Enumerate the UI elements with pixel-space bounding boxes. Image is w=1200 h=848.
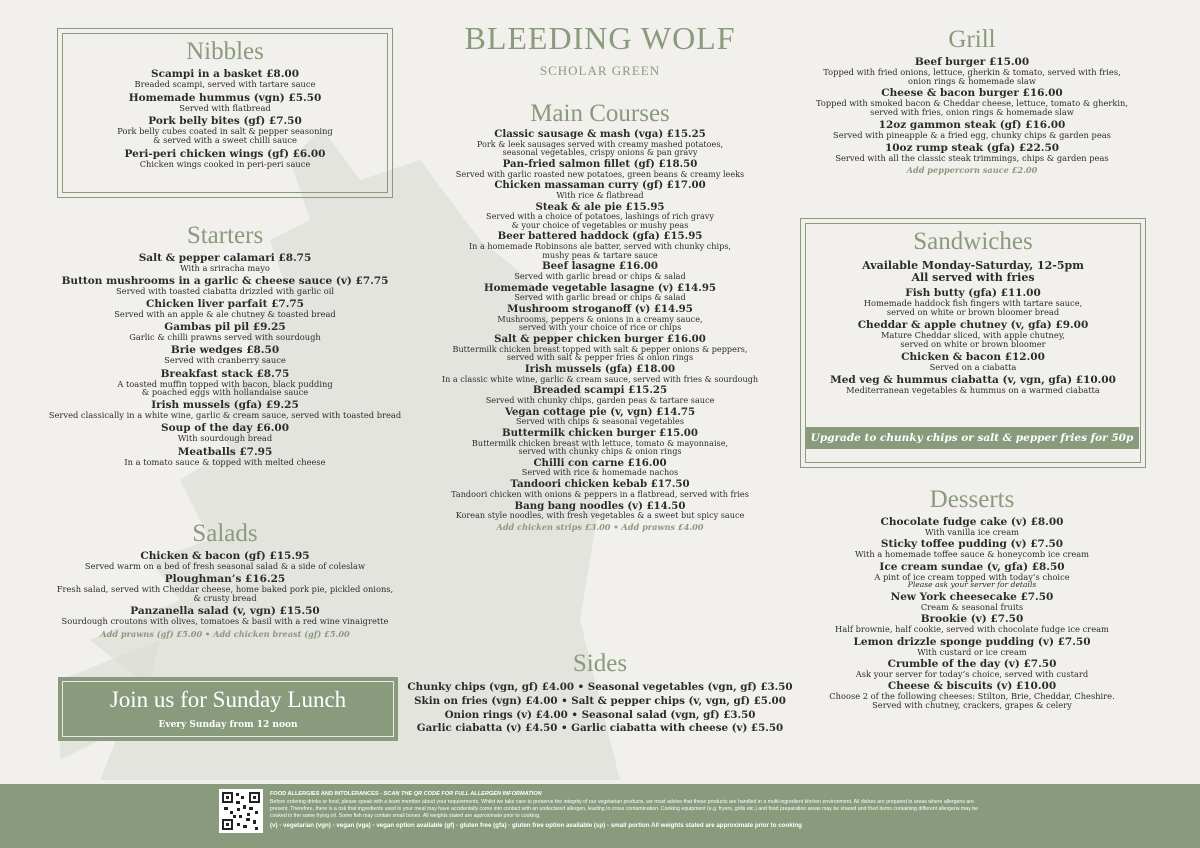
menu-item-name: Brie wedges £8.50 <box>170 344 280 357</box>
menu-item-description: Breaded scampi, served with tartare sauce <box>134 79 316 90</box>
menu-item-name: Bang bang noodles (v) £14.50 <box>514 499 686 512</box>
menu-item <box>806 375 1140 395</box>
menu-item-description: served on white or brown bloomer <box>900 338 1046 349</box>
menu-item-name: Chicken massaman curry (gf) £17.00 <box>494 179 706 192</box>
menu-item <box>60 69 390 89</box>
menu-item-description: Half brownie, half cookie, served with chocolate fudge ice cream <box>835 624 1109 635</box>
dietary-key: (v) - vegetarian (vgn) - vegan (vga) - vegan option available (gf) - gluten free (gfa) - gluten free option available (sp) - small portion All weights stated are approximate prior to cooking <box>270 821 802 829</box>
menu-item-description: Served on a ciabatta <box>929 361 1017 372</box>
menu-item-description: Mature Cheddar sliced, with apple chutney, <box>880 330 1066 341</box>
side-item-line: Chunky chips (vgn, gf) £4.00 • Seasonal vegetables (vgn, gf) £3.50 <box>407 681 793 693</box>
menu-item-name: Lemon drizzle sponge pudding (v) £7.50 <box>853 635 1091 648</box>
menu-item-description: Tandoori chicken with onions & peppers in a flatbread, served with fries <box>451 488 749 499</box>
menu-item-description: Buttermilk chicken breast with lettuce, tomato & mayonnaise, <box>471 437 729 448</box>
menu-item-name: Scampi in a basket £8.00 <box>150 68 299 80</box>
menu-item <box>20 423 430 443</box>
menu-item <box>420 283 780 302</box>
menu-item-description: seasonal vegetables, crispy onions & pan gravy <box>502 147 698 158</box>
menu-item-description: Chicken wings cooked in peri-peri sauce <box>139 158 311 169</box>
menu-item <box>20 345 430 365</box>
menu-item-name: Med veg & hummus ciabatta (v, vgn, gfa) £10.00 <box>830 374 1116 387</box>
menu-item <box>420 261 780 280</box>
menu-item-description: In a tomato sauce & topped with melted cheese <box>124 456 326 467</box>
menu-item <box>420 159 780 178</box>
sandwiches-banner <box>805 427 1139 449</box>
menu-item-description: In a homemade Robinsons ale batter, served with chunky chips, <box>468 241 732 252</box>
menu-item <box>420 364 780 383</box>
menu-item-description: onion rings & homemade slaw <box>908 75 1036 86</box>
menu-item-description: Served with a choice of potatoes, lashings of rich gravy <box>486 211 714 222</box>
menu-item-name: Cheddar & apple chutney (v, gfa) £9.00 <box>857 319 1089 332</box>
menu-item <box>800 659 1144 679</box>
salads-addons: Add prawns (gf) £5.00 • Add chicken breast (gf) £5.00 <box>100 629 350 640</box>
mains-title: Main Courses <box>530 100 670 127</box>
menu-item-description: Topped with smoked bacon & Cheddar cheese, lettuce, tomato & gherkin, <box>815 98 1129 109</box>
side-item-line: Onion rings (v) £4.00 • Seasonal salad (vgn, gf) £3.50 <box>444 708 756 721</box>
menu-item-description: served with fries, onion rings & homemade slaw <box>870 107 1074 118</box>
menu-item-name: Irish mussels (gfa) £18.00 <box>524 362 676 375</box>
menu-item-name: New York cheesecake £7.50 <box>890 590 1054 603</box>
menu-item-description: Served with flatbread <box>179 102 271 113</box>
menu-item <box>420 479 780 498</box>
menu-item-description: With rice & flatbread <box>556 189 644 200</box>
menu-item-description: Pork belly cubes coated in salt & pepper seasoning <box>117 126 333 137</box>
menu-item-description: Fresh salad, served with Cheddar cheese, home baked pork pie, pickled onions, <box>56 584 394 595</box>
menu-item <box>420 501 780 520</box>
sandwiches-banner-text: Upgrade to chunky chips or salt & pepper fries for 50p <box>810 432 1134 444</box>
menu-item-description: Garlic & chilli prawns served with sourdough <box>129 332 321 343</box>
menu-item-description: Served with garlic bread or chips & salad <box>514 271 686 282</box>
restaurant-location: SCHOLAR GREEN <box>539 63 661 78</box>
sunday-lunch-title: Join us for Sunday Lunch <box>109 687 347 712</box>
menu-item-description: Served with chips & seasonal vegetables <box>515 416 684 427</box>
starters-section <box>20 222 430 470</box>
menu-item-description: Served warm on a bed of fresh seasonal salad & a side of coleslaw <box>84 561 366 572</box>
menu-item <box>420 385 780 404</box>
menu-item-description: Served with garlic bread or chips & salad <box>514 292 686 303</box>
menu-item-name: 12oz gammon steak (gf) £16.00 <box>878 118 1066 131</box>
menu-item-name: Classic sausage & mash (vga) £15.25 <box>494 128 706 140</box>
salads-section <box>20 520 430 639</box>
side-item-line: Garlic ciabatta (v) £4.50 • Garlic ciabatta with cheese (v) £5.50 <box>416 722 784 735</box>
allergen-notice <box>270 791 990 830</box>
nibbles-section <box>60 38 390 173</box>
menu-item <box>20 400 430 420</box>
menu-item-description: served on white or brown bloomer bread <box>886 306 1060 317</box>
grill-addons: Add peppercorn sauce £2.00 <box>906 165 1038 176</box>
nibbles-title: Nibbles <box>186 38 264 65</box>
menu-item-name: Cheese & biscuits (v) £10.00 <box>887 680 1057 693</box>
menu-item-name: Chocolate fudge cake (v) £8.00 <box>880 516 1064 528</box>
menu-item <box>420 458 780 477</box>
menu-item-name: Gambas pil pil £9.25 <box>164 321 286 334</box>
menu-item-name: Salt & pepper chicken burger £16.00 <box>494 332 706 345</box>
allergen-qr-note: SCAN THE QR CODE FOR FULL ALLERGEN INFORMATION <box>383 791 542 797</box>
menu-item-name: Ice cream sundae (v, gfa) £8.50 <box>879 560 1065 573</box>
menu-item <box>60 116 390 144</box>
menu-item-name: Chicken & bacon £12.00 <box>901 350 1045 363</box>
salads-title: Salads <box>192 520 258 547</box>
menu-item-description: Served with an apple & ale chutney & toasted bread <box>114 309 336 320</box>
allergen-body: Before ordering drinks or food, please speak with a team member about your requirements. Whilst we take care to preserve the integrity of our vegetarian products, we must advise that these products are handled in a multi-ingredient kitchen environment. All dishes are prepared in areas where allergens are present. Therefore, there is a risk that ingredients used in your meal may have accidentally come into contact with an undeclared allergen, leading to cross contamination. Cooking equipment (e.g. fryers, grills etc.) and food preparation areas may be shared and fried items containing different allergens may be cooked in the same frying oil. Some fish may contain small bones. All weights stated are approximate prior to cooking. <box>270 798 978 819</box>
menu-item-name: Steak & ale pie £15.95 <box>535 200 665 213</box>
menu-item-description: Buttermilk chicken breast topped with salt & pepper onions & peppers, <box>452 343 748 354</box>
sides-section <box>400 650 800 737</box>
menu-item-name: Breaded scampi £15.25 <box>532 384 668 397</box>
menu-item-description: & crusty bread <box>193 592 257 603</box>
menu-item-description: Choose 2 of the following cheeses: Stilton, Brie, Cheddar, Cheshire. <box>829 691 1115 702</box>
menu-item-description: Served with rice & homemade nachos <box>521 467 679 478</box>
menu-item-description: Topped with fried onions, lettuce, gherkin & tomato, served with fries, <box>823 67 1121 78</box>
mains-section <box>420 100 780 532</box>
menu-item-name: Homemade vegetable lasagne (v) £14.95 <box>483 281 716 294</box>
menu-item-name: Meatballs £7.95 <box>177 445 273 458</box>
menu-item <box>20 447 430 467</box>
menu-item-name: Mushroom stroganoff (v) £14.95 <box>507 303 693 316</box>
desserts-section <box>800 486 1144 712</box>
menu-item <box>800 592 1144 612</box>
menu-item <box>60 149 390 169</box>
menu-item-name: Button mushrooms in a garlic & cheese sauce (v) £7.75 <box>61 275 389 288</box>
menu-item-name: Buttermilk chicken burger £15.00 <box>502 426 698 439</box>
menu-item <box>20 574 430 602</box>
menu-item-description: served with salt & pepper fries & onion rings <box>506 352 694 363</box>
menu-item-name: Tandoori chicken kebab £17.50 <box>510 478 690 491</box>
sides-title: Sides <box>572 650 628 677</box>
sandwiches-section <box>806 228 1140 398</box>
menu-item <box>20 606 430 626</box>
menu-item-description: With custard or ice cream <box>917 646 1027 657</box>
menu-item-name: Peri-peri chicken wings (gf) £6.00 <box>124 147 326 160</box>
menu-item <box>20 299 430 319</box>
sandwiches-fries: All served with fries <box>911 270 1035 284</box>
menu-item-description: served with your choice of rice or chips <box>518 322 682 333</box>
menu-item-description: Served with cranberry sauce <box>164 355 286 366</box>
menu-item-description: A pint of ice cream topped with today’s choice <box>874 571 1070 582</box>
menu-item <box>800 614 1144 634</box>
allergen-title: FOOD ALLERGIES AND INTOLERANCES - <box>270 791 384 797</box>
menu-item-name: Beef lasagne £16.00 <box>542 260 658 273</box>
menu-item-description: & your choice of vegetables or mushy peas <box>511 219 689 230</box>
menu-item-description: Served with toasted ciabatta drizzled with garlic oil <box>115 286 335 297</box>
menu-item <box>806 288 1140 316</box>
menu-item <box>800 143 1144 163</box>
menu-item <box>20 322 430 342</box>
menu-item-description: Served with garlic roasted new potatoes, green beans & creamy leeks <box>455 168 745 179</box>
menu-item <box>60 93 390 113</box>
menu-item-name: Chicken liver parfait £7.75 <box>146 298 304 311</box>
menu-item <box>420 231 780 259</box>
menu-item <box>20 253 430 273</box>
menu-item <box>420 129 780 157</box>
menu-item <box>420 428 780 456</box>
menu-item-name: Chilli con carne £16.00 <box>533 456 667 469</box>
menu-item <box>420 334 780 362</box>
menu-item-description: Sourdough croutons with olives, tomatoes & basil with a red wine vinaigrette <box>61 616 389 627</box>
menu-item-description: With a sriracha mayo <box>180 263 270 274</box>
menu-item-description: Korean style noodles, with fresh vegetables & a sweet but spicy sauce <box>455 510 745 521</box>
menu-item <box>806 320 1140 348</box>
menu-item-description: In a classic white wine, garlic & cream sauce, served with fries & sourdough <box>441 373 759 384</box>
grill-title: Grill <box>948 26 996 53</box>
menu-item-description: Ask your server for today’s choice, served with custard <box>855 668 1089 679</box>
menu-item <box>800 637 1144 657</box>
menu-item-name: Ploughman’s £16.25 <box>164 573 286 586</box>
menu-item-description: Cream & seasonal fruits <box>920 601 1024 612</box>
menu-item-name: Panzanella salad (v, vgn) £15.50 <box>130 605 320 618</box>
starters-title: Starters <box>186 222 264 249</box>
menu-item-name: Fish butty (gfa) £11.00 <box>905 287 1041 300</box>
menu-item-name: Pork belly bites (gf) £7.50 <box>148 115 302 128</box>
menu-item-name: Salt & pepper calamari £8.75 <box>138 252 312 264</box>
menu-item-name: Beef burger £15.00 <box>914 56 1030 68</box>
menu-item-name: Irish mussels (gfa) £9.25 <box>151 399 299 412</box>
menu-item-description: Pork & leek sausages served with creamy mashed potatoes, <box>476 138 724 149</box>
mains-addons: Add chicken strips £3.00 • Add prawns £4.00 <box>496 521 704 532</box>
grill-section <box>800 26 1144 175</box>
menu-item-description: & poached eggs with hollandaise sauce <box>141 387 309 398</box>
menu-item-name: Brookie (v) £7.50 <box>920 613 1024 626</box>
menu-item <box>20 276 430 296</box>
menu-item-name: 10oz rump steak (gfa) £22.50 <box>884 141 1060 154</box>
menu-item <box>800 57 1144 85</box>
restaurant-title: BLEEDING WOLF <box>464 20 736 56</box>
menu-item <box>20 369 430 397</box>
menu-item <box>420 407 780 426</box>
menu-item-description: served with chunky chips & onion rings <box>518 446 682 457</box>
menu-item <box>420 202 780 230</box>
menu-item-description: Homemade haddock fish fingers with tartare sauce, <box>863 298 1083 309</box>
menu-item-description: With vanilla ice cream <box>924 527 1020 538</box>
sunday-lunch-sub: Every Sunday from 12 noon <box>158 720 298 730</box>
menu-item <box>800 517 1144 537</box>
menu-item <box>800 562 1144 590</box>
menu-item-description: Served classically in a white wine, garlic & cream sauce, served with toasted bread <box>48 410 402 421</box>
menu-item <box>806 352 1140 372</box>
sandwiches-availability: Available Monday-Saturday, 12-5pm <box>862 259 1084 272</box>
menu-item-name: Soup of the day £6.00 <box>161 422 289 435</box>
menu-item-name: Sticky toffee pudding (v) £7.50 <box>880 538 1064 551</box>
menu-item-name: Vegan cottage pie (v, vgn) £14.75 <box>504 405 696 418</box>
qr-code-icon[interactable] <box>219 789 263 833</box>
menu-item-description: With sourdough bread <box>177 433 273 444</box>
menu-item-description: A toasted muffin topped with bacon, black pudding <box>117 378 333 389</box>
menu-item-name: Crumble of the day (v) £7.50 <box>887 657 1057 670</box>
menu-item <box>800 681 1144 709</box>
menu-item-description: Served with chunky chips, garden peas & tartare sauce <box>485 394 715 405</box>
desserts-title: Desserts <box>929 486 1015 513</box>
menu-item-description: Served with chutney, crackers, grapes & celery <box>872 699 1072 710</box>
menu-item <box>800 539 1144 559</box>
sandwiches-title: Sandwiches <box>913 228 1033 255</box>
menu-item-name: Cheese & bacon burger £16.00 <box>881 87 1063 100</box>
menu-item <box>420 304 780 332</box>
menu-item-name: Pan-fried salmon fillet (gf) £18.50 <box>502 157 698 170</box>
menu-item-description: Served with pineapple & a fried egg, chunky chips & garden peas <box>833 129 1111 140</box>
menu-item-name: Chicken & bacon (gf) £15.95 <box>140 550 310 562</box>
menu-item-name: Breakfast stack £8.75 <box>160 367 290 380</box>
menu-item-description: Served with all the classic steak trimmings, chips & garden peas <box>835 152 1109 163</box>
menu-item-note: Please ask your server for details <box>907 580 1037 590</box>
menu-item <box>420 180 780 199</box>
menu-item-name: Beer battered haddock (gfa) £15.95 <box>497 230 703 243</box>
menu-item <box>20 551 430 571</box>
menu-item-description: Mushrooms, peppers & onions in a creamy sauce, <box>497 313 703 324</box>
menu-item-description: Mediterranean vegetables & hummus on a warmed ciabatta <box>846 385 1100 396</box>
menu-item <box>800 120 1144 140</box>
menu-item-name: Homemade hummus (vgn) £5.50 <box>128 91 322 104</box>
menu-item-description: & served with a sweet chilli sauce <box>153 135 297 146</box>
menu-item-description: With a homemade toffee sauce & honeycomb ice cream <box>854 549 1090 560</box>
menu-item-description: mushy peas & tartare sauce <box>542 249 658 260</box>
side-item-line: Skin on fries (vgn) £4.00 • Salt & pepper chips (v, vgn, gf) £5.00 <box>414 694 786 707</box>
sunday-lunch-box <box>58 677 398 741</box>
menu-item <box>800 88 1144 116</box>
